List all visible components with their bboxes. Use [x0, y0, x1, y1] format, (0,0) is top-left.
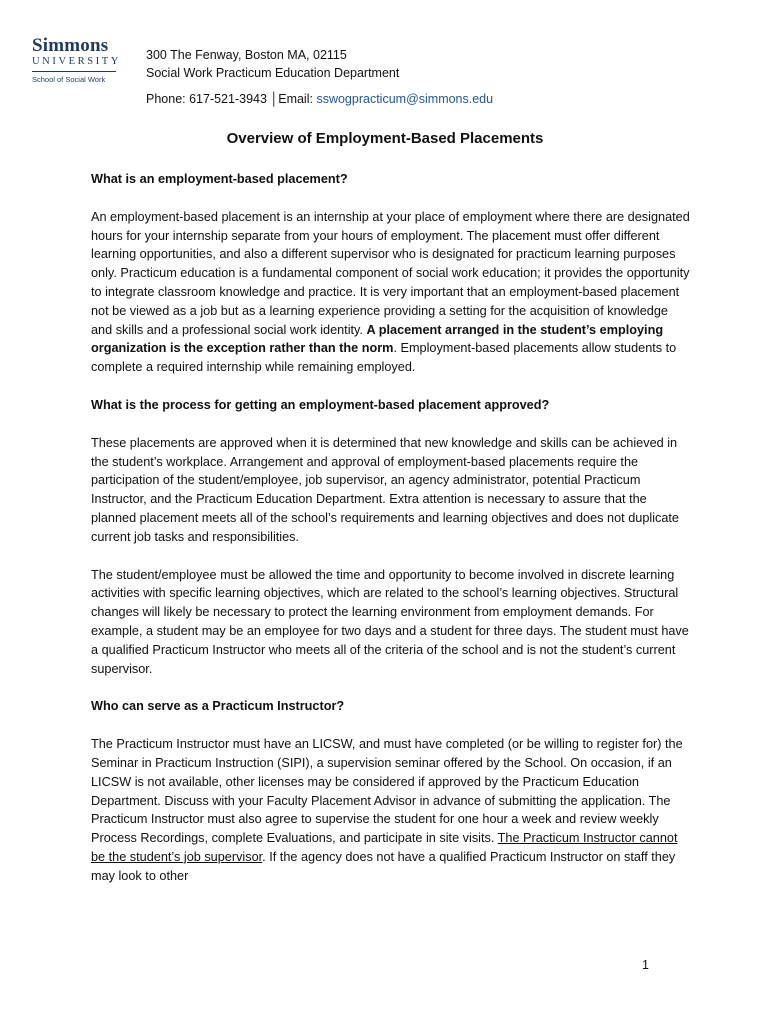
letterhead — [146, 46, 493, 108]
separator: │ — [270, 92, 279, 106]
paragraph-practicum-instructor — [91, 735, 691, 885]
section-heading-employment-placement: What is an employment-based placement? — [91, 172, 348, 186]
email-label: Email: — [278, 92, 313, 106]
paragraph-tail: . Employment-based placements allow students to complete a required internship while remaining employed. — [91, 341, 677, 375]
paragraph-tail: . If the agency does not have a qualified Practicum Instructor on staff they may look to other — [91, 849, 676, 883]
paragraph-employment-placement — [91, 208, 691, 377]
paragraph-approval-2: The student/employee must be allowed the time and opportunity to become involved in discrete learning activities with specific learning objectives, which are related to the school’s learning objectives. Structural changes will likely be necessary to protect the learning environment from employment demands. For example, a student may be an employee for two days and a student for three days. The student must have a qualified Practicum Instructor who meets all of the criteria of the school and is not the student’s current supervisor. — [91, 567, 689, 676]
phone: Phone: 617-521-3943 — [146, 92, 267, 106]
page-title: Overview of Employment-Based Placements — [226, 130, 544, 147]
logo-school: School of Social Work — [32, 75, 106, 84]
department: Social Work Practicum Education Department — [146, 66, 400, 80]
paragraph-text: The Practicum Instructor must have an LICSW, and must have completed (or be willing to register for) the Seminar in Practicum Instruction (SIPI), a supervision seminar offered by the School. On occasion, if an LICSW is not available, other licenses may be considered if approved by the Practicum Education Department. Discuss with your Faculty Placement Advisor in advance of submitting the application. The Practicum Instructor must also agree to supervise the student for one hour a week and review weekly Process Recordings, complete Evaluations, and participate in site visits. — [91, 737, 683, 846]
paragraph-text: An employment-based placement is an internship at your place of employment where there are designated hours for your internship separate from your hours of employment. The placement must offer different learning opportunities, and also a different supervisor who is designated for practicum learning purposes only. Practicum education is a fundamental component of social work education; it provides the opportunity to integrate classroom knowledge and practice. It is very important that an employment-based placement not be viewed as a job but as a learning experience providing a setting for the acquisition of knowledge and skills and a professional social work identity. — [91, 209, 690, 337]
section-heading-practicum-instructor: Who can serve as a Practicum Instructor? — [91, 699, 345, 714]
logo-university: UNIVERSITY — [32, 56, 121, 67]
simmons-logo — [32, 36, 122, 84]
underlined-statement: The Practicum Instructor cannot be the student’s job supervisor — [91, 831, 678, 864]
email-link[interactable]: sswogpracticum@simmons.edu — [316, 92, 494, 106]
section-heading-approval-process: What is the process for getting an employment-based placement approved? — [91, 397, 550, 412]
address: 300 The Fenway, Boston MA, 02115 — [146, 48, 347, 62]
contact-line — [146, 90, 493, 108]
document-body — [91, 170, 691, 886]
paragraph-approval-1: These placements are approved when it is determined that new knowledge and skills can be achieved in the student’s workplace. Arrangement and approval of employment-based placements require the participation of the student/employee, job supervisor, an agency administrator, potential Practicum Instructor, and the Practicum Education Department. Extra attention is necessary to assure that the planned placement meets all of the school’s requirements and learning objectives and does not duplicate current job tasks and responsibilities. — [91, 435, 679, 544]
page-number: 1 — [642, 958, 649, 972]
logo-divider — [32, 71, 116, 72]
logo-name: Simmons — [32, 35, 109, 56]
bold-statement: A placement arranged in the student’s employing organization is the exception rather than the norm — [91, 322, 664, 356]
